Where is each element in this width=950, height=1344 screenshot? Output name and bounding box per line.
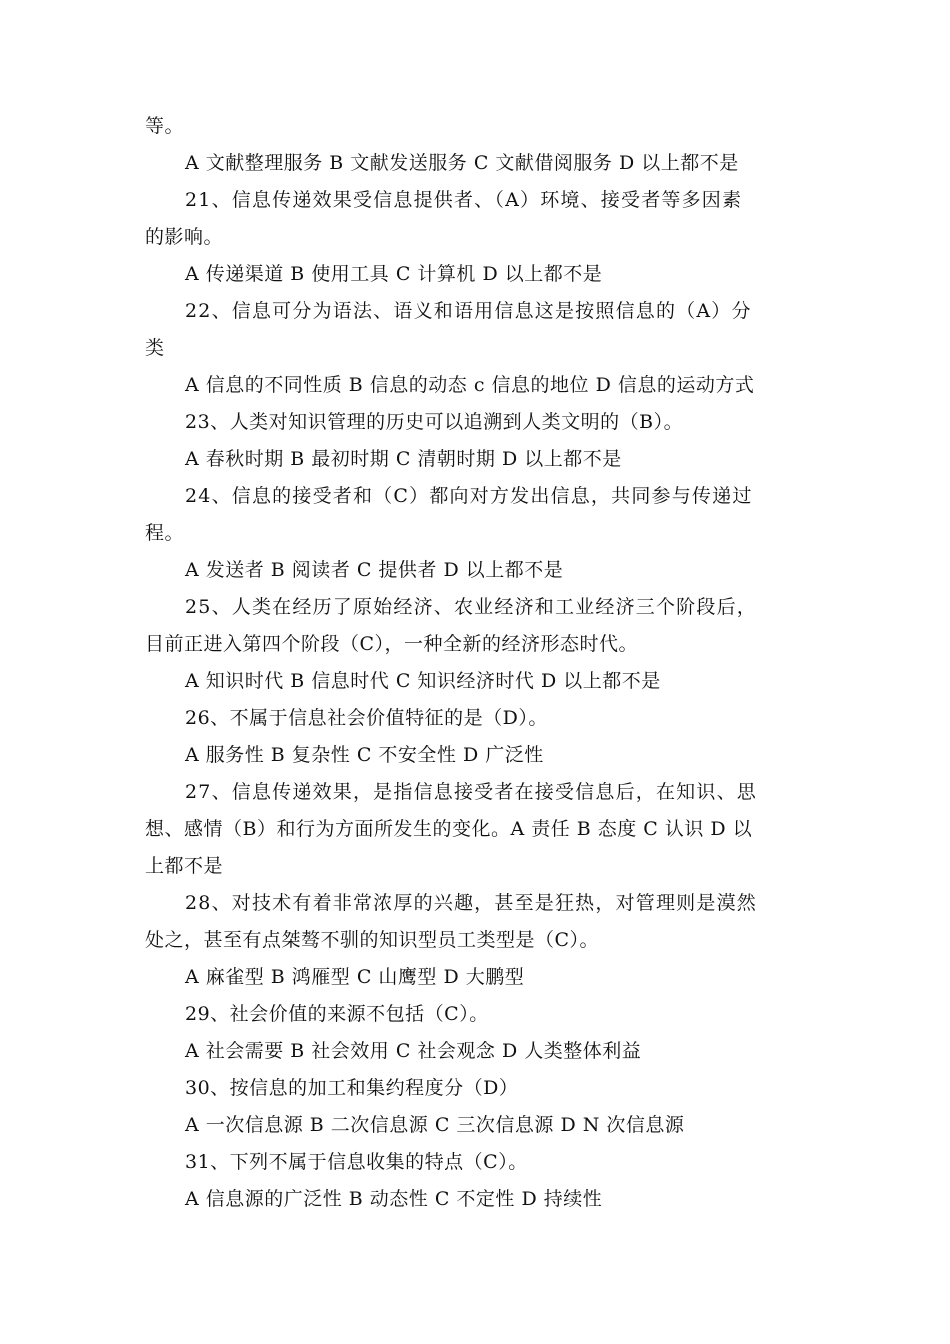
question-27: 27、信息传递效果，是指信息接受者在接受信息后，在知识、思	[185, 781, 757, 803]
answer-options-line: A 知识时代 B 信息时代 C 知识经济时代 D 以上都不是	[185, 670, 661, 692]
answer-options-line: A 一次信息源 B 二次信息源 C 三次信息源 D N 次信息源	[185, 1114, 685, 1136]
answer-options-line: A 春秋时期 B 最初时期 C 清朝时期 D 以上都不是	[185, 448, 622, 470]
question-29: 29、社会价值的来源不包括（C）。	[185, 1003, 489, 1025]
answer-options-line: A 麻雀型 B 鸿雁型 C 山鹰型 D 大鹏型	[185, 966, 525, 988]
question-31: 31、下列不属于信息收集的特点（C）。	[185, 1151, 528, 1173]
question-28-continuation: 处之，甚至有点桀骜不驯的知识型员工类型是（C）。	[145, 929, 600, 951]
question-25-continuation: 目前正进入第四个阶段（C），一种全新的经济形态时代。	[145, 633, 639, 655]
answer-options-line: A 传递渠道 B 使用工具 C 计算机 D 以上都不是	[185, 263, 603, 285]
answer-options-line: A 发送者 B 阅读者 C 提供者 D 以上都不是	[185, 559, 564, 581]
answer-options-line: A 信息源的广泛性 B 动态性 C 不定性 D 持续性	[185, 1188, 603, 1210]
answer-options-line: A 文献整理服务 B 文献发送服务 C 文献借阅服务 D 以上都不是	[185, 152, 739, 174]
answer-options-line: A 服务性 B 复杂性 C 不安全性 D 广泛性	[185, 744, 544, 766]
question-24-continuation: 程。	[145, 522, 185, 544]
answer-options-line: A 社会需要 B 社会效用 C 社会观念 D 人类整体利益	[185, 1040, 642, 1062]
text-line: 等。	[145, 115, 185, 137]
question-25: 25、人类在经历了原始经济、农业经济和工业经济三个阶段后，	[185, 596, 757, 618]
question-28: 28、对技术有着非常浓厚的兴趣，甚至是狂热，对管理则是漠然	[185, 892, 757, 914]
answer-options-line: A 信息的不同性质 B 信息的动态 c 信息的地位 D 信息的运动方式	[185, 374, 755, 396]
question-22-continuation: 类	[145, 337, 165, 359]
question-26: 26、不属于信息社会价值特征的是（D）。	[185, 707, 548, 729]
question-27-continuation: 上都不是	[145, 855, 224, 877]
question-23: 23、人类对知识管理的历史可以追溯到人类文明的（B）。	[185, 411, 684, 433]
question-21: 21、信息传递效果受信息提供者、（A）环境、接受者等多因素	[185, 189, 743, 211]
question-21-continuation: 的影响。	[145, 226, 224, 248]
question-24: 24、信息的接受者和（C）都向对方发出信息，共同参与传递过	[185, 485, 753, 507]
question-30: 30、按信息的加工和集约程度分（D）	[185, 1077, 519, 1099]
question-27-continuation: 想、感情（B）和行为方面所发生的变化。A 责任 B 态度 C 认识 D 以	[145, 818, 753, 840]
question-22: 22、信息可分为语法、语义和语用信息这是按照信息的（A）分	[185, 300, 752, 322]
